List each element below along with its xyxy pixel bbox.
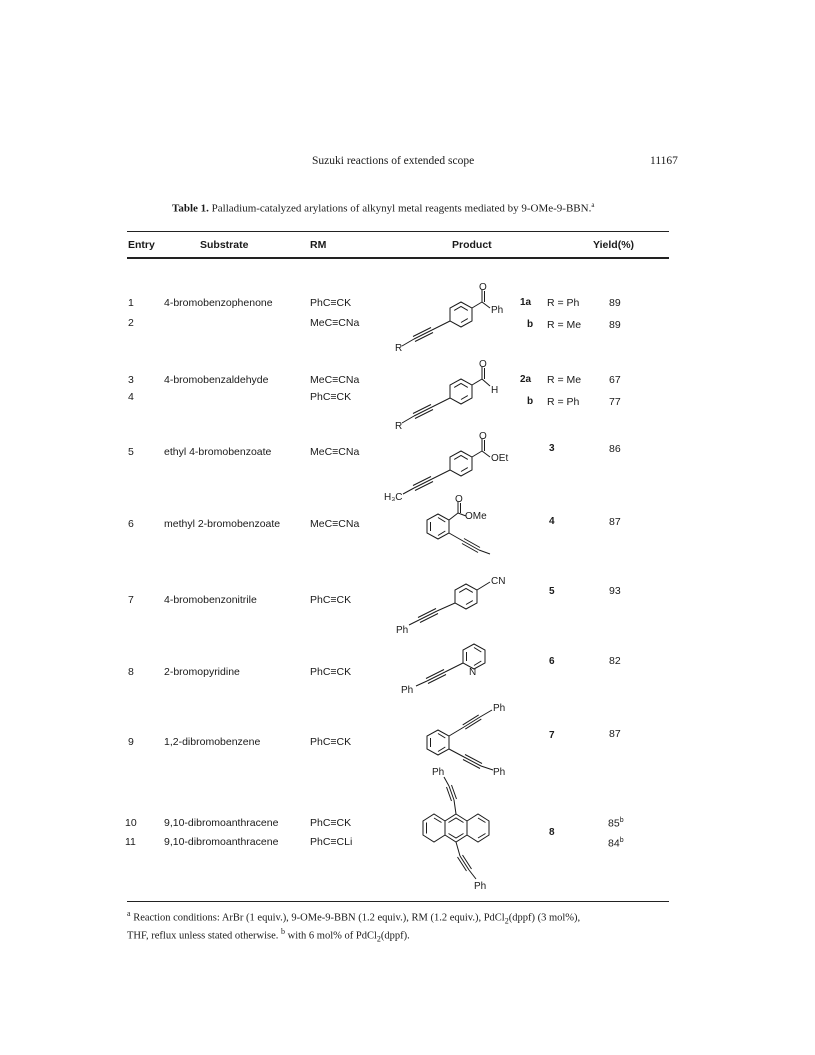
s5-cn-label: CN — [491, 576, 506, 587]
row5-rm: MeC≡CNa — [310, 446, 360, 458]
row3-entry: 3 — [128, 374, 134, 386]
row6-yield: 87 — [609, 516, 621, 528]
structure-1 — [402, 290, 490, 346]
row3-rm: MeC≡CNa — [310, 374, 360, 386]
footnote-b-sub-1: 2 — [376, 934, 381, 944]
s2-oxygen-label: O — [479, 359, 487, 370]
row11-yield-footnote-mark: b — [619, 837, 624, 844]
structure-6 — [416, 644, 485, 686]
row8-compound-label: 6 — [549, 656, 555, 667]
row10-yield-value: 85 — [608, 817, 620, 830]
structure-3 — [403, 439, 490, 494]
structure-4 — [427, 502, 490, 554]
table-caption-text: Palladium-catalyzed arylations of alkynyl metal reagents mediated by 9-OMe-9-BBN. — [208, 202, 592, 215]
row6-substrate: methyl 2-bromobenzoate — [164, 518, 281, 530]
s3-oxygen-label: O — [479, 431, 487, 442]
row9-yield: 87 — [609, 728, 621, 740]
row10-substrate: 9,10-dibromoanthracene — [164, 817, 279, 829]
s4-ome-label: OMe — [465, 511, 487, 522]
row1-entry: 1 — [128, 297, 134, 309]
row2-r-group: R = Me — [547, 319, 582, 331]
row7-compound-label: 5 — [549, 586, 555, 597]
row11-rm: PhC≡CLi — [310, 836, 353, 848]
row7-entry: 7 — [128, 594, 134, 606]
row9-substrate: 1,2-dibromobenzene — [164, 736, 261, 748]
row2-rm: MeC≡CNa — [310, 317, 360, 329]
s7-ph-top-label: Ph — [493, 703, 506, 714]
row9-rm: PhC≡CK — [310, 736, 352, 748]
row2-entry: 2 — [128, 317, 134, 329]
row10-compound-label: 8 — [549, 827, 555, 838]
row1-yield: 89 — [609, 297, 621, 309]
s6-ph-label: Ph — [401, 685, 414, 696]
s2-r-label: R — [395, 421, 403, 432]
row8-rm: PhC≡CK — [310, 666, 352, 678]
row3-substrate: 4-bromobenzaldehyde — [164, 374, 269, 386]
row4-compound-label: b — [527, 396, 534, 407]
table-caption-footnote-mark: a — [591, 201, 595, 209]
header-product: Product — [452, 239, 492, 251]
row10-rm: PhC≡CK — [310, 817, 352, 829]
row2-compound-label: b — [527, 319, 534, 330]
row7-substrate: 4-bromobenzonitrile — [164, 594, 257, 606]
row8-substrate: 2-bromopyridine — [164, 666, 240, 678]
row11-substrate: 9,10-dibromoanthracene — [164, 836, 279, 848]
header-entry: Entry — [128, 239, 155, 251]
footnote-a-text-2: (dppf) (3 mol%), — [508, 912, 581, 924]
s7-ph-bottom-label: Ph — [493, 767, 506, 778]
structure-7 — [427, 710, 493, 770]
row5-compound-label: 3 — [549, 443, 555, 454]
footnote-b-line — [127, 924, 410, 948]
row3-r-group: R = Me — [547, 374, 582, 386]
row11-yield-value: 84 — [608, 837, 620, 850]
header-rm: RM — [310, 239, 327, 251]
s1-r-label: R — [395, 343, 403, 354]
row7-rm: PhC≡CK — [310, 594, 352, 606]
row8-yield: 82 — [609, 655, 621, 667]
row2-yield: 89 — [609, 319, 621, 331]
s3-oet-label: OEt — [491, 453, 509, 464]
row5-entry: 5 — [128, 446, 134, 458]
footnote-b-mark: b — [281, 927, 286, 936]
structure-5 — [409, 582, 490, 625]
row6-entry: 6 — [128, 518, 134, 530]
page-number: 11167 — [650, 155, 678, 167]
row1-substrate: 4-bromobenzophenone — [164, 297, 273, 309]
s5-ph-label: Ph — [396, 625, 409, 636]
footnote-a-text-1: Reaction conditions: ArBr (1 equiv.), 9-OMe-9-BBN (1.2 equiv.), RM (1.2 equiv.), PdCl — [130, 912, 505, 924]
row1-rm: PhC≡CK — [310, 297, 352, 309]
structure-8 — [423, 777, 489, 879]
row4-r-group: R = Ph — [547, 396, 580, 408]
running-head-title: Suzuki reactions of extended scope — [312, 155, 475, 167]
footnote-a-mark: a — [127, 909, 131, 918]
row10-entry: 10 — [125, 817, 137, 829]
header-substrate: Substrate — [200, 239, 249, 251]
footnote-b-text-1: with 6 mol% of PdCl — [285, 930, 377, 942]
row4-yield: 77 — [609, 396, 621, 408]
row6-rm: MeC≡CNa — [310, 518, 360, 530]
row6-compound-label: 4 — [549, 516, 555, 527]
row3-compound-label: 2a — [520, 374, 532, 385]
row10-yield-footnote-mark: b — [619, 817, 624, 824]
footnote-a-sub-1: 2 — [504, 916, 509, 926]
row11-entry: 11 — [125, 836, 136, 848]
row8-entry: 8 — [128, 666, 134, 678]
s1-oxygen-label: O — [479, 282, 487, 293]
s4-oxygen-label: O — [455, 494, 463, 505]
structure-2 — [402, 367, 490, 423]
row4-entry: 4 — [128, 391, 134, 403]
row7-yield: 93 — [609, 585, 621, 597]
row9-entry: 9 — [128, 736, 134, 748]
footnote-b-text-2: (dppf). — [380, 930, 410, 942]
row1-r-group: R = Ph — [547, 297, 580, 309]
row9-compound-label: 7 — [549, 730, 555, 741]
footnote-a-text-3: THF, reflux unless stated otherwise. — [127, 930, 282, 942]
s1-ph-label: Ph — [491, 305, 504, 316]
s6-n-label: N — [469, 667, 477, 678]
s2-h-label: H — [491, 385, 499, 396]
row5-yield: 86 — [609, 443, 621, 455]
s8-ph-top-label: Ph — [432, 767, 445, 778]
row4-rm: PhC≡CK — [310, 391, 352, 403]
row3-yield: 67 — [609, 374, 621, 386]
s3-h3c-label: H₃C — [384, 492, 403, 503]
s8-ph-bottom-label: Ph — [474, 881, 487, 892]
row1-compound-label: 1a — [520, 297, 532, 308]
row5-substrate: ethyl 4-bromobenzoate — [164, 446, 272, 458]
table-caption-label: Table 1. — [172, 202, 209, 215]
header-yield: Yield(%) — [593, 239, 635, 251]
